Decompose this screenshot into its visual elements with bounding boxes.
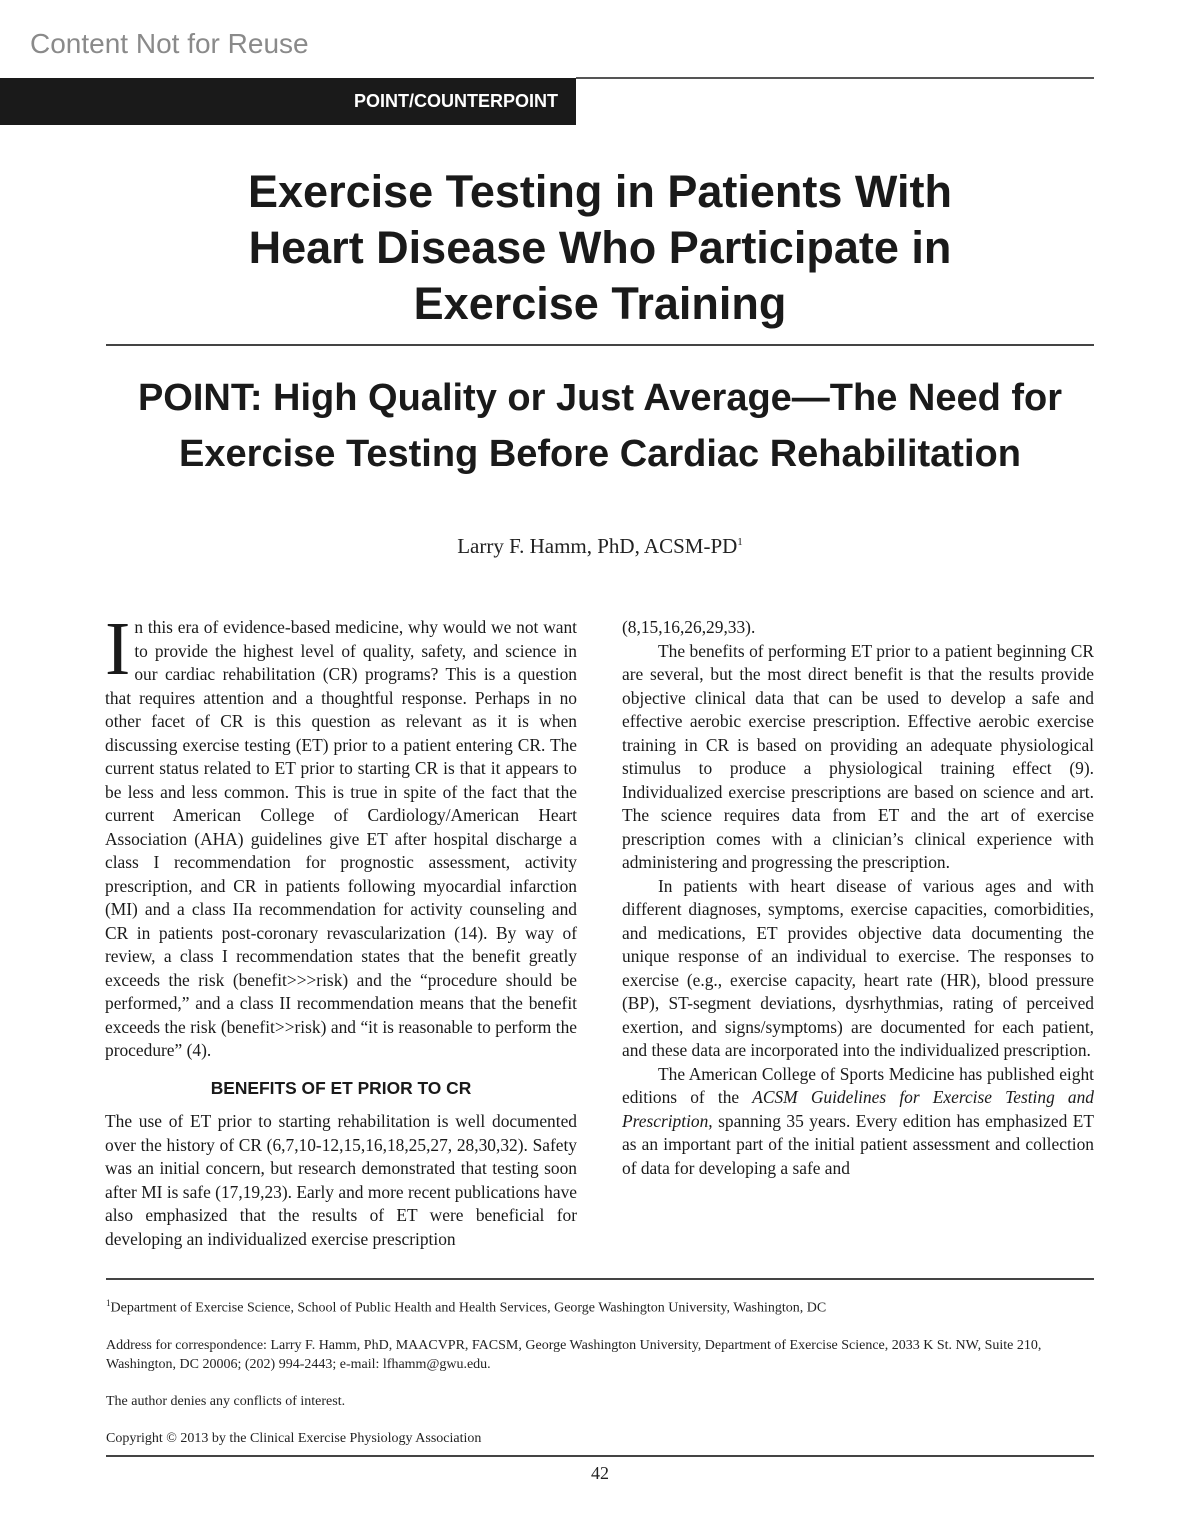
paragraph-4: In patients with heart disease of various ages and with different diagnoses, symptoms, exercise capacities, comorbidities, and medications, ET provides objective data documenting the unique response of an individual to exercise. The responses to exercise (e.g., exercise capacity, heart rate (HR), blood pressure (BP), ST-segment deviations, dysrhythmias, rating of perceived exertion, and signs/symptoms) are documented for each patient, and these data are incorporated into the individualized prescription.: [622, 875, 1094, 1060]
article-title: [106, 164, 1094, 332]
footnote-affiliation: [106, 1294, 1094, 1318]
subtitle-line-2: Exercise Testing Before Cardiac Rehabilitation: [179, 433, 1021, 475]
footnote-address: Address for correspondence: Larry F. Hamm, PhD, MAACVPR, FACSM, George Washington University, Department of Exercise Science, 2033 K St. NW, Suite 210, Washington, DC 20006; (202) 994-2443; e-mail: lfhamm@gwu.edu.: [106, 1337, 1042, 1372]
paragraph-3: The benefits of performing ET prior to a patient beginning CR are several, but the most direct benefit is that the results provide objective clinical data that can be used to develop a safe and effective aerobic exercise prescription. Effective aerobic exercise training in CR is based on providing an adequate physiological stimulus to produce a physiological training effect (9). Individualized exercise prescriptions are based on science and art. The science requires data from ET and the art of exercise prescription comes with a clinician’s clinical experience with administering and progressing the prescription.: [622, 640, 1094, 872]
author-line: [106, 534, 1094, 559]
footnote-conflicts: The author denies any conflicts of interest.: [106, 1393, 346, 1409]
book-title: ACSM Guidelines for Exercise Testing and Prescription,: [622, 1087, 1095, 1131]
section-heading: BENEFITS OF ET PRIOR TO CR: [210, 1077, 472, 1098]
drop-cap: I: [105, 607, 131, 691]
banner-label: POINT/COUNTERPOINT: [353, 91, 558, 111]
paragraph-1: [105, 607, 577, 1063]
section-banner: [0, 78, 576, 125]
footnote-rule-bottom: [106, 1455, 1094, 1457]
title-divider: [106, 344, 1094, 346]
paragraph-2-continued: (8,15,16,26,29,33).: [622, 617, 756, 637]
article-subtitle: [106, 370, 1094, 482]
footnotes: [106, 1294, 1094, 1466]
page-number: 42: [591, 1463, 609, 1483]
author-affiliation-mark: 1: [737, 536, 743, 548]
subtitle-line-1: POINT: High Quality or Just Average—The Need for: [137, 377, 1063, 419]
header-rule: [576, 77, 1094, 79]
title-line-3: Exercise Training: [413, 278, 787, 329]
footnote-copyright: Copyright © 2013 by the Clinical Exercise Physiology Association: [106, 1430, 482, 1446]
author-name: Larry F. Hamm, PhD, ACSM-PD: [457, 534, 738, 558]
column-right: [622, 616, 1094, 1180]
title-line-2: Heart Disease Who Participate in: [248, 222, 952, 273]
paragraph-5: [622, 1063, 1094, 1181]
paragraph-5-text-a: The American College of Sports Medicine has published eight editions of the: [622, 1063, 1094, 1107]
footnote-mark: 1: [106, 1298, 111, 1308]
column-left: [105, 607, 577, 1251]
paragraph-1-text: n this era of evidence-based medicine, why would we not want to provide the highest level of quality, safety, and science in our cardiac rehabilitation (CR) programs? This is a question that requires attention and a thoughtful response. Perhaps in no other facet of CR is this question as relevant as it is when discussing exercise testing (ET) prior to a patient entering CR. The current status related to ET prior to starting CR is that it appears to be less and less common. This is true in spite of the fact that the current American College of Cardiology/American Heart Association (AHA) guidelines give ET after hospital discharge a class I recommendation for prognostic assessment, activity prescription, and CR in patients following myocardial infarction (MI) and a class IIa recommendation for activity counseling and CR in patients post-coronary revascularization (14). By way of review, a class I recommendation states that the benefit greatly exceeds the risk (benefit>>>risk) and the “procedure should be performed,” and a class II recommendation means that the benefit exceeds the risk (benefit>>risk) and “it is reasonable to perform the procedure” (4).: [105, 617, 577, 1060]
footnote-affiliation-text: Department of Exercise Science, School of Public Health and Health Services, George Washington University, Washington, DC: [110, 1300, 827, 1316]
title-line-1: Exercise Testing in Patients With: [248, 166, 952, 217]
watermark: Content Not for Reuse: [30, 28, 309, 59]
paragraph-2: The use of ET prior to starting rehabilitation is well documented over the history of CR (6,7,10-12,15,16,18,25,27, 28,30,32). Safety was an initial concern, but research demonstrated that testing soon after MI is safe (17,19,23). Early and more recent publications have also emphasized that the results of ET were beneficial for developing an individualized exercise prescription: [105, 1111, 577, 1249]
footnote-rule-top: [106, 1278, 1094, 1280]
paragraph-5-text-b: spanning 35 years. Every edition has emphasized ET as an important part of the initial patient assessment and collection of data for developing a safe and: [622, 1110, 1094, 1178]
